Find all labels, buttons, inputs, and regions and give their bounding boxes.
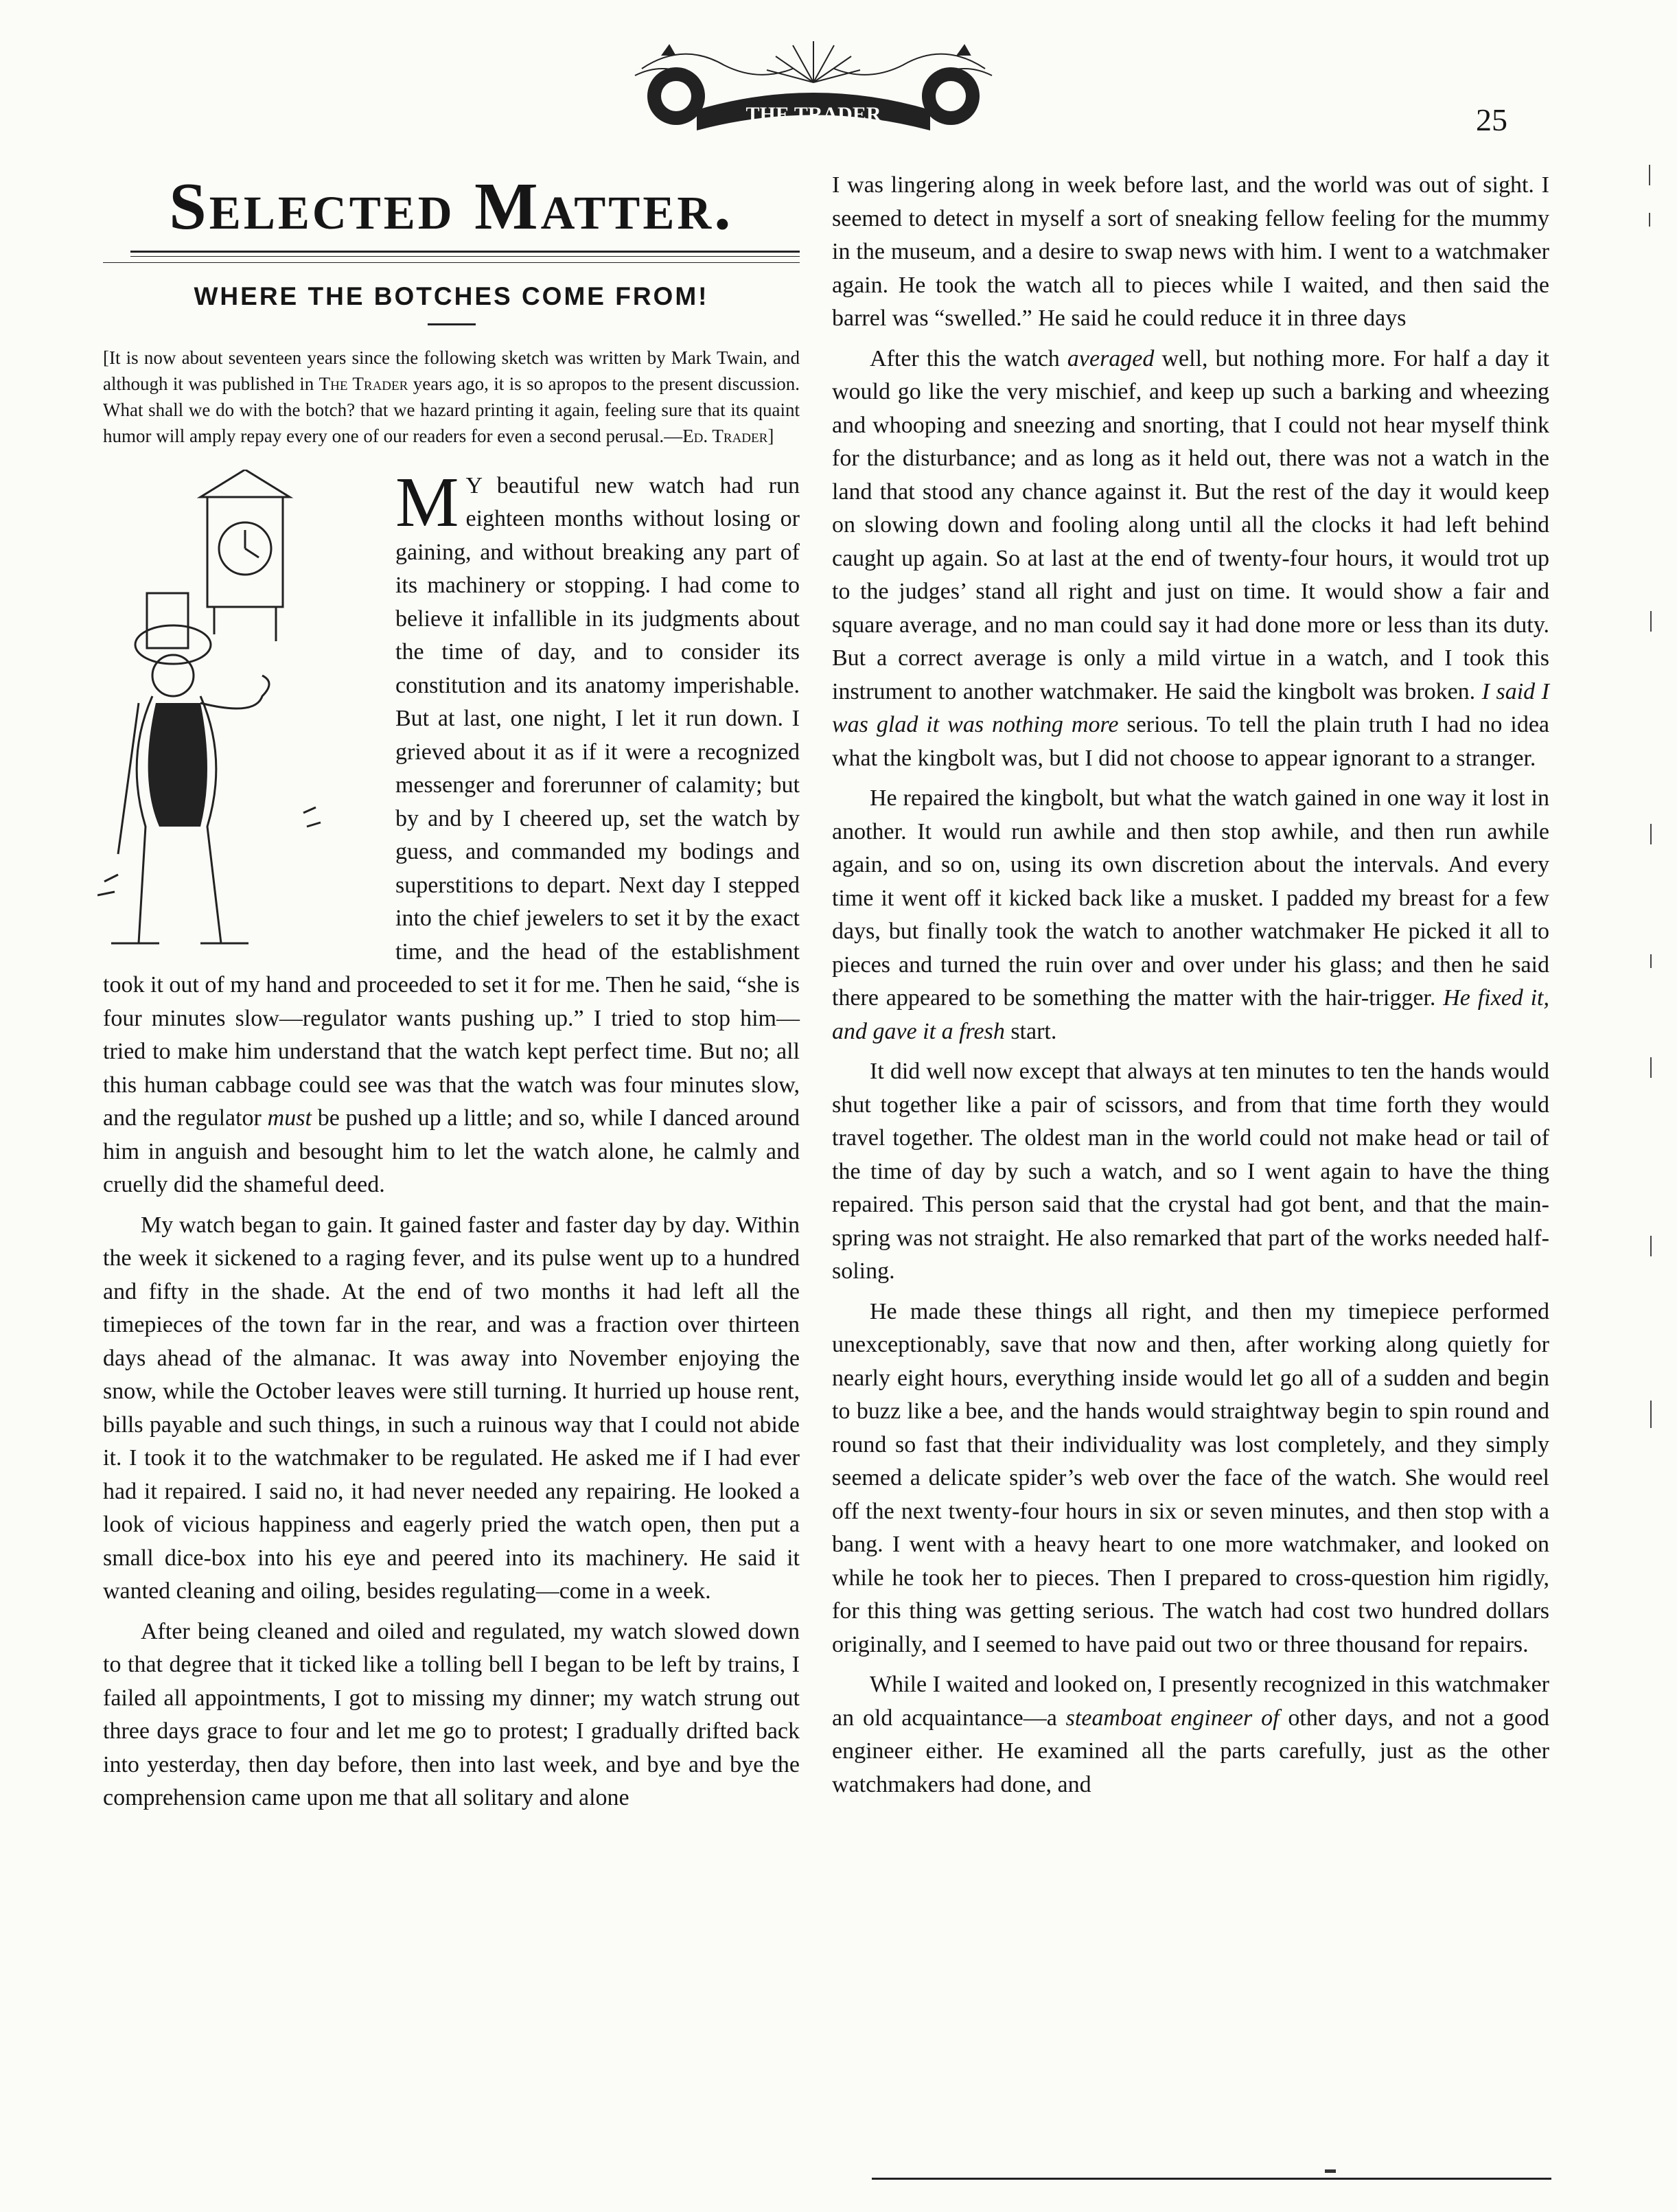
margin-scan-marks xyxy=(1644,165,1658,1538)
paragraph-5: After this the watch averaged well, but nothing more. For half a day it would go like the very mischief, and keep up such a barking and wheezing and whooping and sneezing and snorting, that I could not hear myself think for the disturbance; and as long as it held out, there was not a watch in the land that stood any chance against it. But the rest of the day it would keep on slowing down and fooling along until all the clocks it had left behind caught up again. So at last at the end of twenty-four hours, it would trot up to the judges’ stand all right and just on time. It would show a fair and square average, and no man could say it had done more or less than its duty. But a correct average is only a mild virtue in a watch, and I took this instrument to another watchmaker. He said the kingbolt was broken. I said I was glad it was nothing more serious. To tell the plain truth I had no idea what the kingbolt was, but I did not choose to appear ignorant to a stranger. xyxy=(832,345,1550,771)
man-with-clock-illustration-icon xyxy=(97,470,386,956)
svg-text:THE TRADER: THE TRADER xyxy=(745,103,881,126)
paragraph-6: He repaired the kingbolt, but what the watch gained in one way it lost in another. It would run awhile and then stop awhile, and then run awhile again, and so on, using its own discretion about the intervals. And every time it went off it kicked back like a musket. I padded my breast for a few days, but finally took the watch to another watchmaker He picked it all to pieces and turned the ruin over and over under his glass; and then he said there appeared to be something the matter with the hair-trigger. He fixed it, and gave it a fresh start. xyxy=(832,785,1549,1044)
paragraph-9: While I waited and looked on, I presently recognized in this watchmaker an old acquaintance—a steamboat engineer of other days, and not a good engineer either. He examined all the parts carefully, just as the other watchmakers had done, and xyxy=(832,1672,1550,1797)
bottom-mark xyxy=(1325,2169,1336,2173)
paragraph-1: M Y beautiful new watch had run eighteen months without losing or gaining, and without breaking any part of its machinery or stopping. I had come to believe it infallible in its judgments about the time of day, and to consider its constitution and its anatomy imperishable. But at last, one night, I let it run down. I grieved about it as if it were a recognized messenger and forerunner of calamity; but by and by I cheered up, set the watch by guess, and commanded my bodings and superstitions to depart. Next day I stepped into the chief jewelers to set it by the exact time, and the head of the establishment took it out of my hand and proceeded to set it for me. Then he said, “she is four minutes slow—regulator wants pushing up.” I tried to stop him—tried to make him understand that the watch kept perfect time. But no; all this human cabbage could see was that the watch was four minutes slow, and the regulator must be pushed up a little; and so, while I danced around him in anguish and besought him to let the watch alone, he calmly and cruelly did the shameful deed. xyxy=(103,462,800,1198)
left-column xyxy=(103,172,800,1822)
section-title: Selected Matter. xyxy=(169,170,734,244)
paragraph-8: He made these things all right, and then my timepiece performed unexceptionably, save that now and then, after working along quietly for nearly eight hours, everything inside would let go all of a sudden and begin to buzz like a bee, and the hands would straightway begin to spin round and round so fast that their individuality was lost completely, and they simply seemed a delicate spider’s web over the face of the watch. She would reel off the next twenty-four hours in six or seven minutes, and then stop with a bang. I went with a heavy heart to one more watchmaker, and looked on while he took her to pieces. Then I prepared to cross-question him rigidly, for this thing was getting serious. The watch had cost two hundred dollars originally, and I seemed to have paid out two or three thousand for repairs. xyxy=(832,1298,1549,1657)
title-rule-lower xyxy=(103,262,800,263)
masthead-emblem-icon xyxy=(621,27,1006,137)
page-number: 25 xyxy=(1476,102,1507,137)
right-column xyxy=(832,169,1549,1808)
editor-note: [It is now about seventeen years since the following sketch was written by Mark Twain, and although it was published in The Trader years ago, it is so apropos to the present discussion. What shall we do with the botch? that we hazard printing it again, feeling sure that its quaint humor will amply repay every one of our readers for even a second perusal.—Ed. Trader] xyxy=(103,347,800,446)
paragraph-4: I was lingering along in week before last, and the world was out of sight. I seemed to detect in myself a sort of sneaking fellow feeling for the mummy in the museum, and a desire to swap news with him. I went to a watchmaker again. He took the watch all to pieces while I waited, and then said the barrel was “swelled.” He said he could reduce it in three days xyxy=(832,172,1549,331)
title-rule xyxy=(130,251,800,257)
watch-man-illustration xyxy=(97,470,386,956)
paragraph-2: My watch began to gain. It gained faster and faster day by day. Within the week it sickened to a raging fever, and its pulse went up to a hundred and fifty in the shade. At the end of two months it had left all the timepieces of the town far in the rear, and was a fraction over thirteen days ahead of the almanac. It was away into November enjoying the snow, while the October leaves were still turning. It hurried up house rent, bills payable and such things, in such a ruinous way that I could not abide it. I took it to the watchmaker to be regulated. He asked me if I had ever had it repaired. I said no, it had never needed any repairing. He looked a look of vicious happiness and eagerly pried the watch open, then put a small dice-box into his eye and peered into its machinery. He said it wanted cleaning and oiling, besides regulating—come in a week. xyxy=(103,1212,800,1604)
bottom-rule xyxy=(872,2178,1551,2180)
masthead-ornament xyxy=(621,27,1006,137)
headline-divider xyxy=(428,323,476,325)
article-headline: WHERE THE BOTCHES COME FROM! xyxy=(194,281,709,310)
paragraph-3: After being cleaned and oiled and regulated, my watch slowed down to that degree that it ticked like a tolling bell I began to be left by trains, I failed all appointments, I got to missing my dinner; my watch strung out three days grace to four and let me go to protest; I gradually drifted back into yesterday, then day before, then into last week, and bye and bye the comprehension came upon me that all solitary and alone xyxy=(103,1618,800,1811)
drop-cap: M xyxy=(395,462,459,542)
paragraph-7: It did well now except that always at ten minutes to ten the hands would shut together like a pair of scissors, and from that time forth they would travel together. The oldest man in the world could not make head or tail of the time of day by such a watch, and so I went again to have the thing repaired. This person said that the crystal had got bent, and that the main-spring was not straight. He also remarked that part of the works needed half-soling. xyxy=(832,1059,1549,1284)
